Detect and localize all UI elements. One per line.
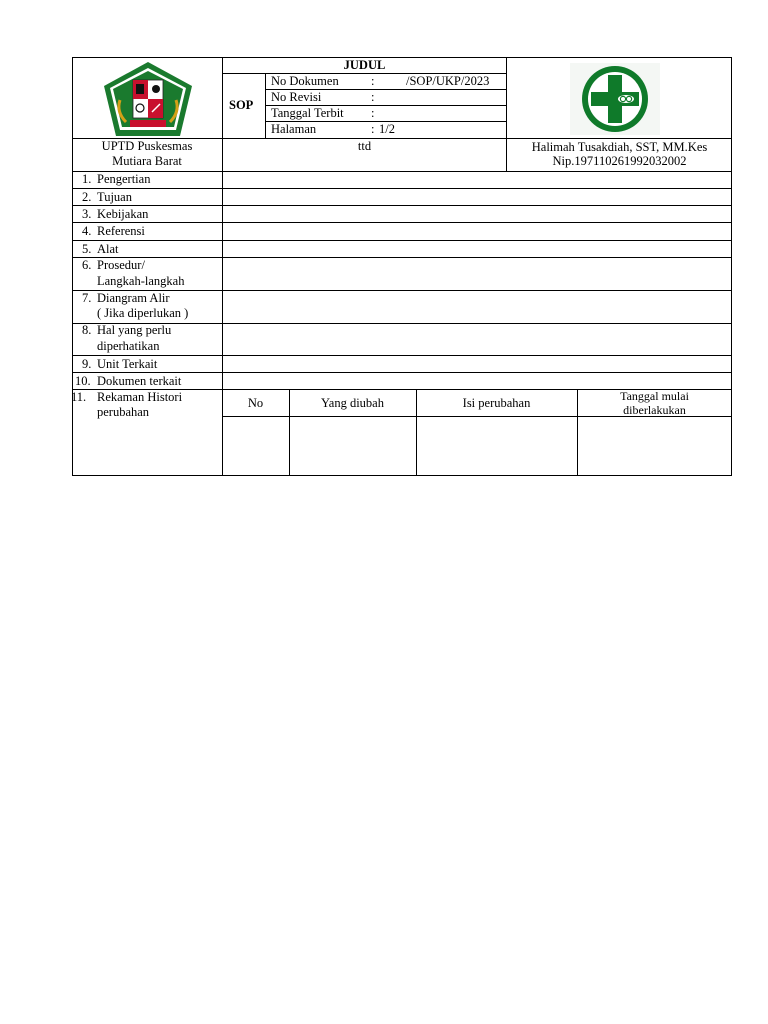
section-num: 4.: [82, 224, 92, 238]
sop-label: SOP: [229, 98, 254, 112]
org-name-line2: Mutiara Barat: [112, 154, 182, 168]
section-label-rekaman-histori: Rekaman Histori: [97, 390, 183, 404]
section-num: 3.: [82, 207, 92, 221]
section-label-referensi: Referensi: [97, 224, 145, 238]
meta-sep-halaman: :: [371, 122, 375, 136]
section-num: 10.: [75, 374, 91, 388]
meta-value-halaman: 1/2: [379, 122, 395, 136]
section-label-prosedur: Prosedur/: [97, 258, 145, 272]
meta-label-no-dokumen: No Dokumen: [271, 74, 339, 88]
history-header-diberlakukan: diberlakukan: [623, 403, 686, 417]
history-header-tanggal-mulai: Tanggal mulai: [620, 389, 689, 403]
row-line-6: [72, 290, 732, 291]
row-line-5: [72, 257, 732, 258]
section-label-pengertian: Pengertian: [97, 172, 151, 186]
row-line-1: [72, 188, 732, 189]
section-num: 5.: [82, 242, 92, 256]
section-num: 8.: [82, 323, 92, 337]
section-num: 1.: [82, 172, 92, 186]
meta-label-no-revisi: No Revisi: [271, 90, 322, 104]
section-label-rekaman-histori-line2: perubahan: [97, 405, 150, 419]
row-line-3: [72, 222, 732, 223]
section-num: 6.: [82, 258, 92, 272]
section-label-tujuan: Tujuan: [97, 190, 132, 204]
history-header-yang-diubah: Yang diubah: [321, 396, 384, 410]
col-divider: [222, 57, 223, 476]
section-label-diagram-alir: Diangram Alir: [97, 291, 170, 305]
meta-label-halaman: Halaman: [271, 122, 317, 136]
section-label-hal-perlu-line2: diperhatikan: [97, 339, 160, 353]
org-name-line1: UPTD Puskesmas: [101, 139, 193, 153]
row-line-2: [72, 205, 732, 206]
section-label-kebijakan: Kebijakan: [97, 207, 149, 221]
regency-crest-icon: [100, 60, 196, 138]
section-num: 2.: [82, 190, 92, 204]
signer-nip: Nip.197110261992032002: [552, 154, 687, 168]
meta-sep-no-revisi: :: [371, 90, 375, 104]
section-num: 11.: [71, 390, 87, 404]
section-label-dokumen-terkait: Dokumen terkait: [97, 374, 182, 388]
section-label-alat: Alat: [97, 242, 119, 256]
row-line-9: [72, 372, 732, 373]
section-label-unit-terkait: Unit Terkait: [97, 357, 158, 371]
section-label-prosedur-line2: Langkah-langkah: [97, 274, 185, 288]
document-title: JUDUL: [343, 58, 386, 72]
meta-value-no-dokumen: /SOP/UKP/2023: [406, 74, 490, 88]
row-line-4: [72, 240, 732, 241]
history-header-isi-perubahan: Isi perubahan: [462, 396, 531, 410]
section-label-diagram-alir-line2: ( Jika diperlukan ): [97, 306, 189, 320]
section-label-hal-perlu: Hal yang perlu: [97, 323, 172, 337]
meta-label-tanggal-terbit: Tanggal Terbit: [271, 106, 344, 120]
border-left: [72, 57, 73, 476]
signer-name: Halimah Tusakdiah, SST, MM.Kes: [531, 140, 708, 154]
meta-sep-no-dokumen: :: [371, 74, 375, 88]
meta-sep-tanggal-terbit: :: [371, 106, 375, 120]
border-bottom: [72, 475, 732, 476]
puskesmas-cross-icon: [570, 63, 660, 135]
section-num: 9.: [82, 357, 92, 371]
history-header-no: No: [247, 396, 264, 410]
row-line-8: [72, 355, 732, 356]
signature-text: ttd: [357, 139, 372, 153]
info-bottom: [72, 171, 732, 172]
section-num: 7.: [82, 291, 92, 305]
